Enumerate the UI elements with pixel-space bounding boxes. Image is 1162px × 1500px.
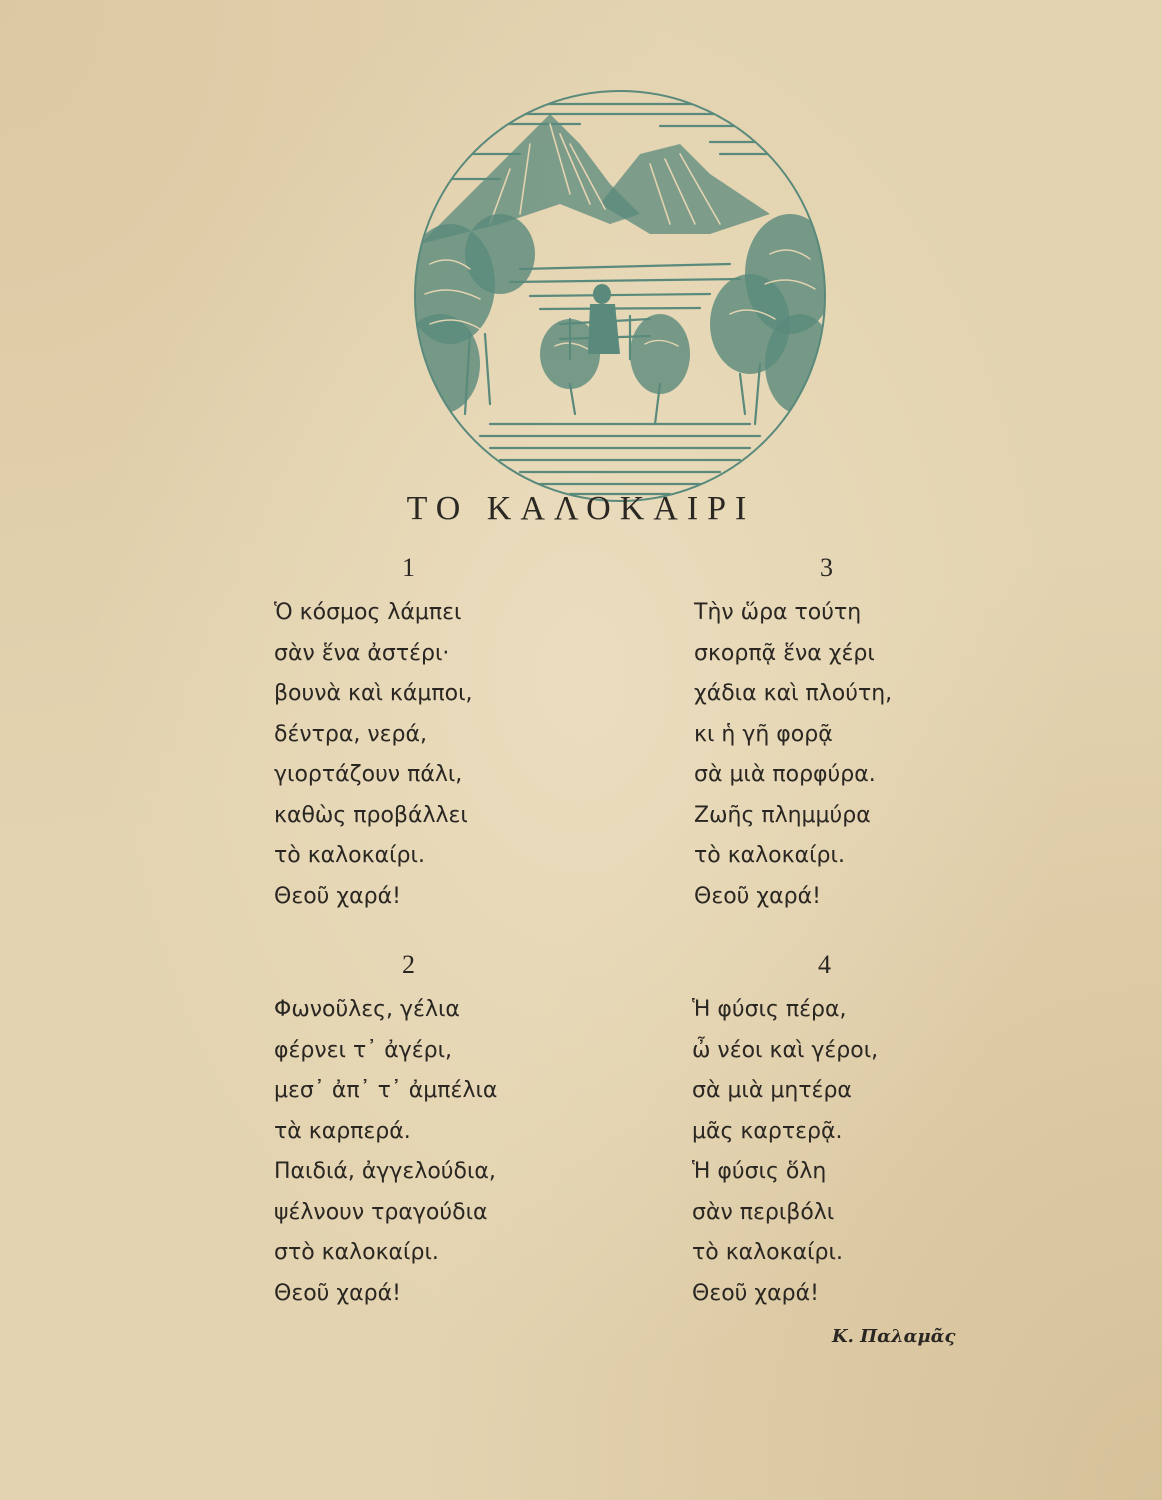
- verse-line: Παιδιά, ἀγγελούδια,: [274, 1159, 496, 1184]
- stanza-number: 3: [820, 553, 833, 582]
- verse-line: Ἡ φύσις ὅλη: [692, 1159, 827, 1184]
- author-signature: Κ. Παλαμᾶς: [832, 1326, 956, 1347]
- verse-line: τὸ καλοκαίρι.: [274, 843, 425, 868]
- verse-line: καθὼς προβάλλει: [274, 802, 468, 828]
- trees: [410, 214, 830, 414]
- verse-line: γιορτάζουν πάλι,: [274, 762, 463, 787]
- stanza-lines: [694, 593, 892, 917]
- valley-hatching: [510, 264, 740, 309]
- verse-line: ὦ νέοι καὶ γέροι,: [692, 1037, 879, 1063]
- verse-line: βουνὰ καὶ κάμποι,: [274, 681, 473, 706]
- verse-line: ψέλνουν τραγούδια: [274, 1199, 488, 1225]
- verse-line: σὰν ἕνα ἀστέρι·: [274, 640, 450, 666]
- verse-line: Φωνοῦλες, γέλια: [274, 997, 460, 1022]
- verse-line: Τὴν ὥρα τούτη: [694, 600, 862, 625]
- verse-line: τὸ καλοκαίρι.: [692, 1240, 843, 1265]
- poem-title: ΤΟ ΚΑΛΟΚΑΙΡΙ: [406, 490, 756, 527]
- verse-line: φέρνει τ᾽ ἀγέρι,: [274, 1037, 453, 1063]
- verse-line: σκορπᾷ ἕνα χέρι: [694, 640, 875, 666]
- foreground-hatching: [480, 424, 760, 494]
- verse-line: τὸ καλοκαίρι.: [694, 843, 845, 868]
- verse-line: χάδια καὶ πλούτη,: [694, 681, 893, 706]
- stanza-lines: [274, 593, 473, 917]
- verse-line: μεσ᾽ ἀπ᾽ τ᾽ ἀμπέλια: [274, 1078, 498, 1103]
- verse-line: Ὁ κόσμος λάμπει: [274, 600, 462, 625]
- verse-line: μᾶς καρτερᾷ.: [692, 1118, 843, 1144]
- verse-line: σὰ μιὰ πορφύρα.: [694, 762, 876, 787]
- stanza-lines: [692, 990, 878, 1314]
- verse-line: τὰ καρπερά.: [274, 1118, 411, 1144]
- stanza-number: 2: [402, 950, 415, 979]
- verse-line: Θεοῦ χαρά!: [274, 1280, 401, 1306]
- verse-line: Θεοῦ χαρά!: [692, 1280, 819, 1306]
- stanza-number: 1: [402, 553, 415, 582]
- verse-line: σὰ μιὰ μητέρα: [692, 1078, 852, 1103]
- verse-line: Θεοῦ χαρά!: [274, 883, 401, 909]
- verse-line: Ἡ φύσις πέρα,: [692, 997, 847, 1022]
- verse-line: κι ἡ γῆ φορᾷ: [694, 721, 833, 747]
- stanza-lines: [274, 990, 497, 1314]
- stanza-number: 4: [818, 950, 831, 979]
- verse-line: στὸ καλοκαίρι.: [274, 1240, 439, 1265]
- verse-line: δέντρα, νερά,: [274, 721, 427, 747]
- verse-line: Ζωῆς πλημμύρα: [694, 802, 871, 828]
- verse-line: Θεοῦ χαρά!: [694, 883, 821, 909]
- landscape-vignette: [410, 84, 830, 504]
- verse-line: σὰν περιβόλι: [692, 1199, 835, 1225]
